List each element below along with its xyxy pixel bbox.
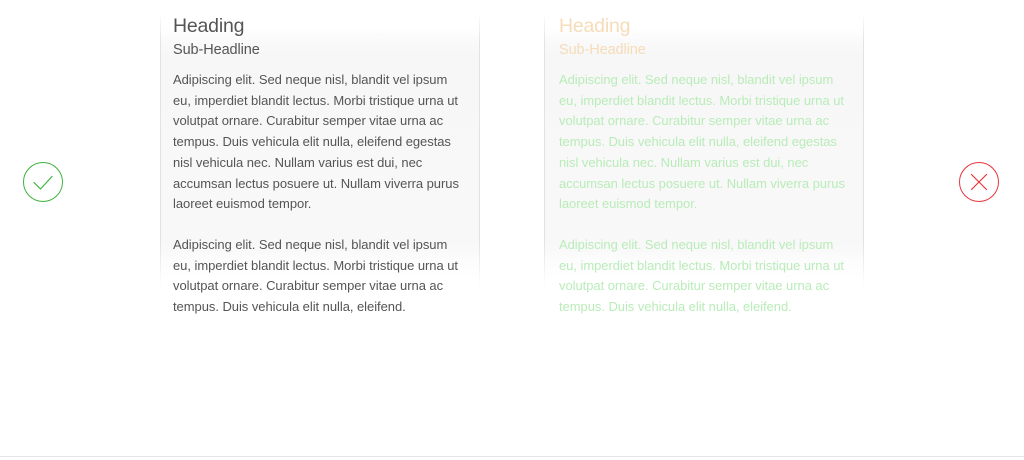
bad-example-subheading: Sub-Headline bbox=[559, 42, 646, 58]
good-example-paragraph: Adipiscing elit. Sed neque nisl, blandit vel ipsum eu, imperdiet blandit lectus. Morbi tristique urna ut volutpat ornare. Curabitur semper vitae urna ac tempus. Duis vehicula elit nulla, eleifend egestas nisl vehicula nec. Nullam varius est dui, nec accumsan lectus posuere ut. Nullam viverra purus laoreet euismod tempor. bbox=[173, 72, 459, 212]
bad-example-paragraph: Adipiscing elit. Sed neque nisl, blandit vel ipsum eu, imperdiet blandit lectus. Morbi tristique urna ut volutpat ornare. Curabitur semper vitae urna ac tempus. Duis vehicula elit nulla, eleifend egestas nisl vehicula nec. Nullam varius est dui, nec accumsan lectus posuere ut. Nullam viverra purus laoreet euismod tempor. bbox=[559, 72, 845, 212]
good-example-paragraph: Adipiscing elit. Sed neque nisl, blandit vel ipsum eu, imperdiet blandit lectus. Morbi tristique urna ut volutpat ornare. Curabitur semper vitae urna ac tempus. Duis vehicula elit nulla, eleifend. bbox=[173, 236, 458, 315]
good-example-content bbox=[173, 14, 465, 318]
bad-example-heading: Heading bbox=[559, 15, 631, 37]
good-example-heading: Heading bbox=[173, 15, 245, 37]
checkmark-icon bbox=[23, 162, 63, 202]
bad-example-paragraph: Adipiscing elit. Sed neque nisl, blandit vel ipsum eu, imperdiet blandit lectus. Morbi tristique urna ut volutpat ornare. Curabitur semper vitae urna ac tempus. Duis vehicula elit nulla, eleifend. bbox=[559, 236, 844, 315]
bad-example-content bbox=[559, 14, 851, 318]
good-example-subheading: Sub-Headline bbox=[173, 42, 260, 58]
cross-icon bbox=[959, 162, 999, 202]
bottom-divider bbox=[0, 456, 1024, 457]
